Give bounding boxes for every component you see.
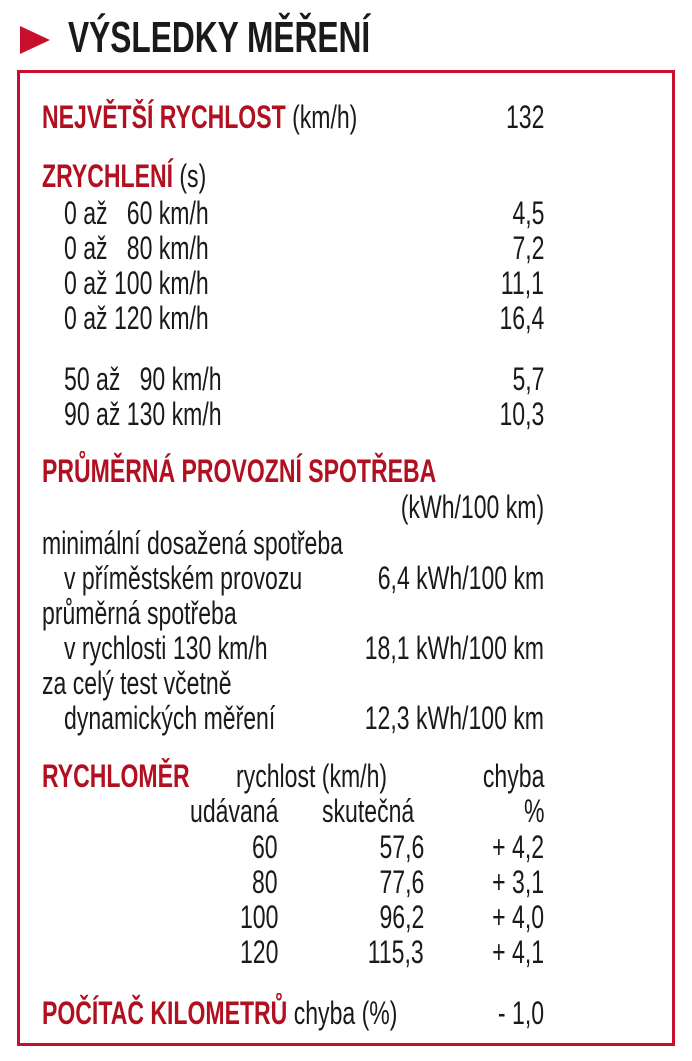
consumption-unit: (kWh/100 km) [400,489,544,525]
accel-value: 11,1 [500,265,544,301]
results-box [17,70,675,1046]
accel-value: 4,5 [511,195,544,231]
speedometer-sub-actual: skutečná [322,793,415,829]
speedometer-actual: 115,3 [368,934,424,970]
page-title [68,10,488,66]
speedometer-sub-pct: % [523,793,544,829]
odometer-unit: chyba (%) [293,995,398,1031]
accel-value: 5,7 [511,361,544,397]
speedometer-error: + 4,0 [492,899,544,935]
page-title-text: VÝSLEDKY MĚŘENÍ [68,13,371,62]
max-speed-unit: (km/h) [292,99,358,135]
triangle-icon [20,26,50,54]
speedometer-actual: 96,2 [379,899,424,935]
accel-value: 7,2 [511,230,544,266]
consumption-value: 6,4 kWh/100 km [377,560,544,596]
accel-value: 16,4 [499,300,544,336]
acceleration-unit: (s) [179,158,207,194]
accel-label: 90 až 130 km/h [64,396,222,432]
speedometer-label: RYCHLOMĚR [42,758,190,794]
accel-label: 0 až 60 km/h [64,195,209,231]
consumption-text: dynamických měření [64,700,276,736]
odometer-value: - 1,0 [497,995,544,1031]
speedometer-error: + 4,2 [492,829,544,865]
speedometer-col-speed: rychlost (km/h) [236,758,388,794]
speedometer-error: + 4,1 [492,934,544,970]
speedometer-sub-indicated: udávaná [190,793,279,829]
accel-label: 0 až 100 km/h [64,265,209,301]
speedometer-error: + 3,1 [492,864,544,900]
speedometer-indicated: 120 [239,934,278,970]
speedometer-indicated: 80 [252,864,278,900]
speedometer-indicated: 100 [239,899,278,935]
consumption-label: PRŮMĚRNÁ PROVOZNÍ SPOTŘEBA [42,453,437,489]
speedometer-indicated: 60 [252,829,278,865]
header [18,10,678,66]
speedometer-actual: 77,6 [379,864,424,900]
accel-label: 50 až 90 km/h [64,361,222,397]
speedometer-col-error: chyba [482,758,544,794]
consumption-value: 12,3 kWh/100 km [364,700,544,736]
accel-label: 0 až 120 km/h [64,300,209,336]
odometer-label: POČÍTAČ KILOMETRŮ [42,995,288,1031]
consumption-text: minimální dosažená spotřeba [42,525,343,561]
acceleration-label: ZRYCHLENÍ [42,158,173,194]
max-speed-value: 132 [505,99,544,135]
consumption-text: v rychlosti 130 km/h [64,630,268,666]
max-speed-label-wrap [42,99,480,135]
max-speed-label: NEJVĚTŠÍ RYCHLOST [42,99,286,135]
accel-label: 0 až 80 km/h [64,230,209,266]
consumption-value: 18,1 kWh/100 km [364,630,544,666]
speedometer-actual: 57,6 [379,829,424,865]
consumption-text: v příměstském provozu [64,560,303,596]
consumption-text: za celý test včetně [42,665,232,701]
consumption-text: průměrná spotřeba [42,595,237,631]
accel-value: 10,3 [499,396,544,432]
